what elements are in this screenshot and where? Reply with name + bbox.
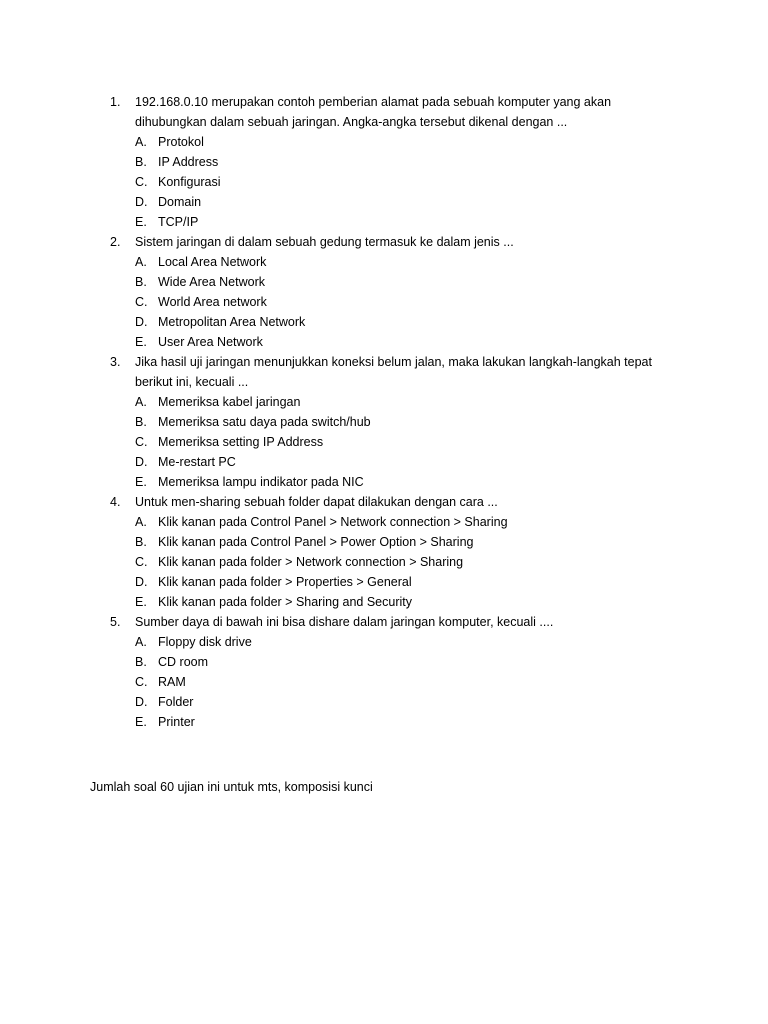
answer-option (0, 412, 768, 432)
option-text: TCP/IP (158, 215, 199, 229)
answer-option (0, 152, 768, 172)
option-letter: A. (135, 255, 147, 269)
answer-option (0, 272, 768, 292)
answer-option (0, 392, 768, 412)
answer-option (0, 592, 768, 612)
answer-option (0, 172, 768, 192)
answer-option (0, 532, 768, 552)
option-text: Domain (158, 195, 202, 209)
answer-option (0, 192, 768, 212)
question-text: dihubungkan dalam sebuah jaringan. Angka-angka tersebut dikenal dengan ... (135, 115, 568, 129)
option-letter: B. (135, 655, 147, 669)
question-number: 5. (110, 615, 121, 629)
question-row (0, 92, 768, 112)
option-text: IP Address (158, 155, 219, 169)
option-letter: C. (135, 175, 148, 189)
question-list (0, 92, 768, 732)
answer-option (0, 332, 768, 352)
option-letter: A. (135, 135, 147, 149)
answer-option (0, 552, 768, 572)
option-letter: B. (135, 275, 147, 289)
option-text: RAM (158, 675, 186, 689)
option-text: Memeriksa satu daya pada switch/hub (158, 415, 371, 429)
answer-option (0, 632, 768, 652)
answer-option (0, 512, 768, 532)
question-text: 192.168.0.10 merupakan contoh pemberian alamat pada sebuah komputer yang akan (135, 95, 612, 109)
answer-option (0, 432, 768, 452)
option-letter: E. (135, 475, 147, 489)
option-letter: A. (135, 395, 147, 409)
option-letter: E. (135, 595, 147, 609)
question-row (0, 612, 768, 632)
answer-option (0, 252, 768, 272)
option-text: Konfigurasi (158, 175, 221, 189)
option-letter: D. (135, 455, 148, 469)
option-text: Local Area Network (158, 255, 267, 269)
question-item (0, 92, 768, 232)
answer-option (0, 572, 768, 592)
question-row (0, 232, 768, 252)
answer-option (0, 292, 768, 312)
option-text: Folder (158, 695, 194, 709)
question-number: 4. (110, 495, 121, 509)
question-row (0, 352, 768, 372)
option-letter: A. (135, 635, 147, 649)
option-letter: D. (135, 575, 148, 589)
option-text: Memeriksa kabel jaringan (158, 395, 301, 409)
option-letter: D. (135, 195, 148, 209)
option-text: Klik kanan pada Control Panel > Power Option > Sharing (158, 535, 474, 549)
option-letter: C. (135, 555, 148, 569)
option-letter: C. (135, 435, 148, 449)
option-letter: B. (135, 155, 147, 169)
answer-option (0, 452, 768, 472)
question-text: Sistem jaringan di dalam sebuah gedung termasuk ke dalam jenis ... (135, 235, 514, 249)
option-text: CD room (158, 655, 209, 669)
option-text: Memeriksa lampu indikator pada NIC (158, 475, 364, 489)
option-letter: B. (135, 415, 147, 429)
option-text: Klik kanan pada folder > Properties > General (158, 575, 412, 589)
option-letter: D. (135, 695, 148, 709)
option-letter: B. (135, 535, 147, 549)
option-text: Floppy disk drive (158, 635, 252, 649)
option-text: User Area Network (158, 335, 263, 349)
option-letter: C. (135, 295, 148, 309)
question-item (0, 612, 768, 732)
option-letter: E. (135, 715, 147, 729)
option-text: Klik kanan pada folder > Network connection > Sharing (158, 555, 464, 569)
option-text: Protokol (158, 135, 204, 149)
answer-option (0, 132, 768, 152)
question-continuation-row (0, 112, 768, 132)
answer-option (0, 212, 768, 232)
option-text: Klik kanan pada folder > Sharing and Security (158, 595, 412, 609)
question-number: 2. (110, 235, 121, 249)
option-letter: A. (135, 515, 147, 529)
answer-option (0, 672, 768, 692)
option-text: Me-restart PC (158, 455, 236, 469)
question-item (0, 492, 768, 612)
question-row (0, 492, 768, 512)
option-letter: D. (135, 315, 148, 329)
option-text: Klik kanan pada Control Panel > Network connection > Sharing (158, 515, 508, 529)
question-text: Sumber daya di bawah ini bisa dishare dalam jaringan komputer, kecuali .... (135, 615, 554, 629)
option-text: World Area network (158, 295, 267, 309)
option-text: Memeriksa setting IP Address (158, 435, 324, 449)
option-text: Printer (158, 715, 195, 729)
question-item (0, 352, 768, 492)
question-text: Untuk men-sharing sebuah folder dapat dilakukan dengan cara ... (135, 495, 498, 509)
question-number: 3. (110, 355, 121, 369)
option-letter: E. (135, 215, 147, 229)
footer-note: Jumlah soal 60 ujian ini untuk mts, komposisi kunci (90, 780, 373, 794)
answer-option (0, 472, 768, 492)
question-item (0, 232, 768, 352)
question-continuation-row (0, 372, 768, 392)
question-text: Jika hasil uji jaringan menunjukkan koneksi belum jalan, maka lakukan langkah-langkah tepat (135, 355, 652, 369)
answer-option (0, 712, 768, 732)
option-text: Wide Area Network (158, 275, 265, 289)
question-text: berikut ini, kecuali ... (135, 375, 249, 389)
answer-option (0, 312, 768, 332)
option-letter: E. (135, 335, 147, 349)
answer-option (0, 692, 768, 712)
option-letter: C. (135, 675, 148, 689)
question-number: 1. (110, 95, 121, 109)
answer-option (0, 652, 768, 672)
option-text: Metropolitan Area Network (158, 315, 306, 329)
